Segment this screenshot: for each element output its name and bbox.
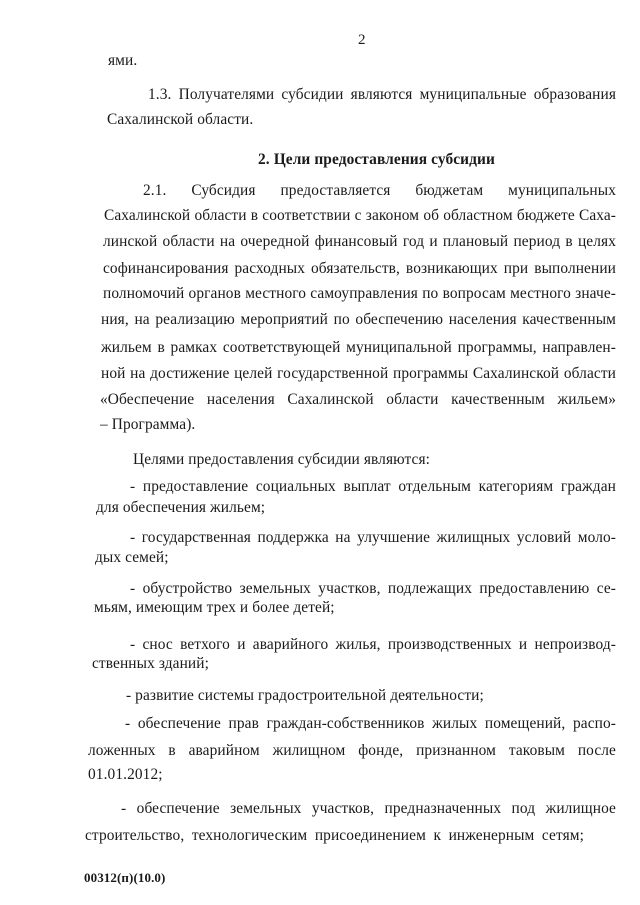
list-item: - обеспечение земельных участков, предназначенных под жилищное	[121, 800, 616, 817]
text-line: ной на достижение целей государственной программы Сахалинской области	[101, 365, 616, 382]
text-line: «Обеспечение населения Сахалинской области качественным жильем»	[100, 391, 616, 408]
text-line: строительство, технологическим присоединением к инженерным сетям;	[85, 827, 584, 844]
text-line: ложенных в аварийном жилищном фонде, признанном таковым после	[88, 742, 616, 759]
list-item: - развитие системы градостроительной деятельности;	[126, 687, 484, 704]
list-item: - обеспечение прав граждан-собственников жилых помещений, распо-	[125, 715, 616, 732]
page-number: 2	[358, 32, 366, 48]
list-item: - предоставление социальных выплат отдельным категориям граждан	[130, 478, 616, 495]
list-item: - обустройство земельных участков, подлежащих предоставлению се-	[130, 580, 616, 597]
text-line: жильем в рамках соответствующей муниципальной программы, направлен-	[101, 339, 616, 356]
text-line: ния, на реализацию мероприятий по обеспечению населения качественным	[101, 311, 616, 328]
text-line: Сахалинской области.	[107, 111, 254, 128]
text-line: 1.3. Получателями субсидии являются муниципальные образования	[148, 86, 616, 103]
text-line: ями.	[108, 52, 138, 69]
text-line: 2.1. Субсидия предоставляется бюджетам муниципальных	[143, 182, 616, 199]
text-line: для обеспечения жильем;	[96, 499, 266, 516]
list-item: - государственная поддержка на улучшение жилищных условий моло-	[130, 529, 616, 546]
text-line: полномочий органов местного самоуправления по вопросам местного значе-	[103, 285, 616, 302]
text-line: линской области на очередной финансовый год и плановый период в целях	[103, 233, 616, 250]
section-heading: 2. Цели предоставления субсидии	[258, 151, 495, 168]
text-line: дых семей;	[95, 549, 169, 566]
list-item: - снос ветхого и аварийного жилья, производственных и непроизвод-	[130, 636, 616, 653]
text-line: – Программа).	[100, 416, 196, 433]
text-line: 01.01.2012;	[88, 766, 163, 783]
text-line: мьям, имеющим трех и более детей;	[94, 599, 335, 616]
document-code: 00312(п)(10.0)	[84, 870, 166, 885]
text-line: софинансирования расходных обязательств, возникающих при выполнении	[103, 260, 616, 277]
text-line: ственных зданий;	[92, 655, 209, 672]
text-line: Целями предоставления субсидии являются:	[133, 451, 431, 468]
text-line: Сахалинской области в соответствии с законом об областном бюджете Саха-	[104, 207, 616, 224]
